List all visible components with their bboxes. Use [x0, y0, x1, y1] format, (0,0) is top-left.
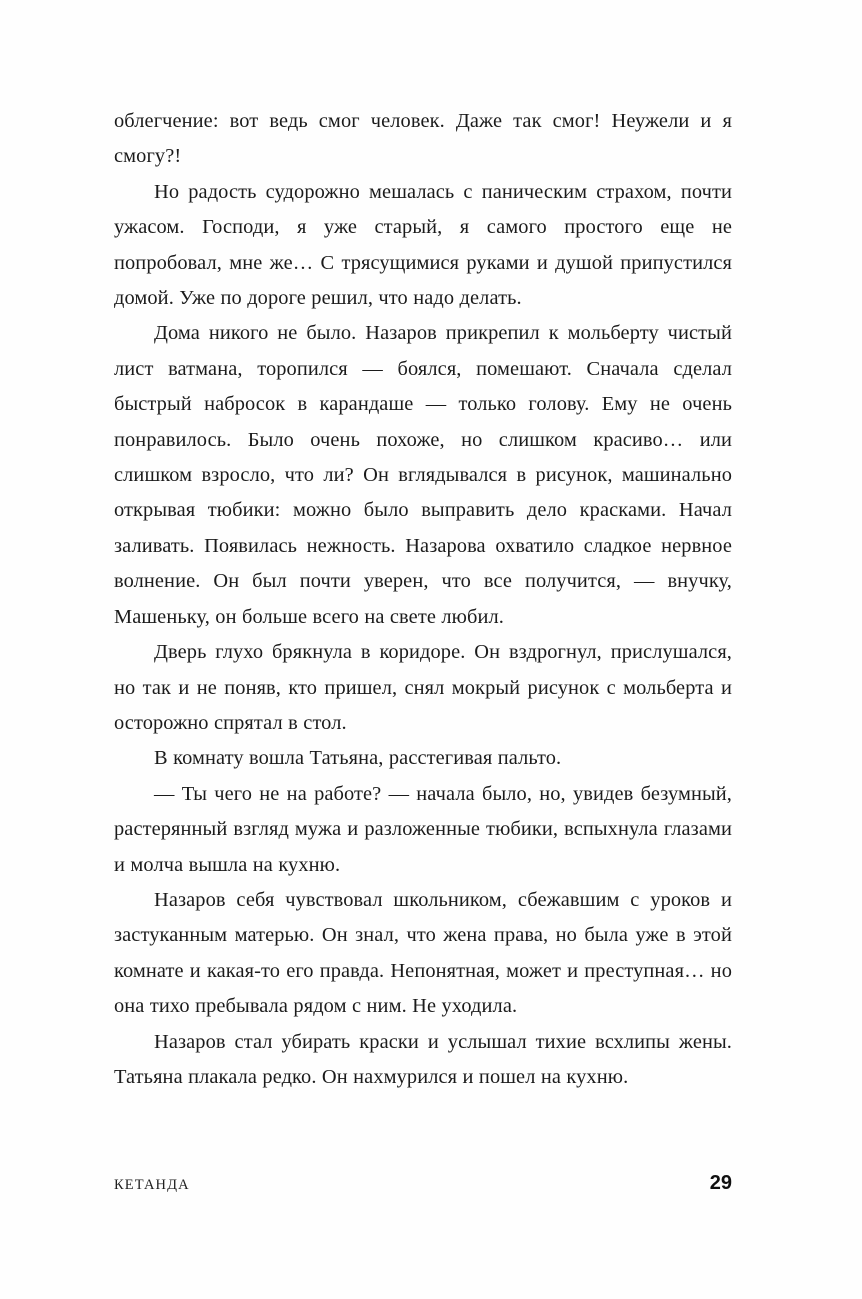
paragraph-continuation: облегчение: вот ведь смог человек. Даже так смог! Неужели и я смогу?!	[114, 110, 732, 168]
page-number: 29	[709, 1172, 732, 1194]
paragraph: Назаров стал убирать краски и услышал тихие всхлипы жены. Татьяна плакала редко. Он нахмурился и пошел на кухню.	[114, 1030, 732, 1088]
paragraph: Но радость судорожно мешалась с паническим страхом, почти ужасом. Господи, я уже старый, я самого простого еще не попробовал, мне же… С трясущимися руками и душой припустился домой. Уже по дороге решил, что надо делать.	[114, 180, 732, 310]
body-text-column	[114, 104, 732, 1095]
running-head: КЕТАНДА	[114, 1177, 190, 1193]
paragraph: Дверь глухо брякнула в коридоре. Он вздрогнул, прислушался, но так и не поняв, кто пришел, снял мокрый рисунок с мольберта и осторожно спрятал в стол.	[114, 641, 732, 734]
paragraph: Дома никого не было. Назаров прикрепил к мольберту чистый лист ватмана, торопился — боялся, помешают. Сначала сделал быстрый набросок в карандаше — только голову. Ему не очень понравилось. Было очень похоже, но слишком красиво… или слишком взросло, что ли? Он вглядывался в рисунок, машинально открывая тюбики: можно было выправить дело красками. Начал заливать. Появилась нежность. Назарова охватило сладкое нервное волнение. Он был почти уверен, что все получится, — внучку, Машеньку, он больше всего на свете любил.	[114, 322, 732, 628]
paragraph: Назаров себя чувствовал школьником, сбежавшим с уроков и застуканным матерью. Он знал, что жена права, но была уже в этой комнате и какая-то его правда. Непонятная, может и преступная… но она тихо пребывала рядом с ним. Не уходила.	[114, 888, 732, 1018]
paragraph: В комнату вошла Татьяна, расстегивая пальто.	[154, 747, 562, 770]
page-footer	[114, 1172, 732, 1195]
paragraph-dialogue: — Ты чего не на работе? — начала было, но, увидев безумный, растерянный взгляд мужа и разложенные тюбики, вспыхнула глазами и молча вышла на кухню.	[114, 782, 732, 876]
